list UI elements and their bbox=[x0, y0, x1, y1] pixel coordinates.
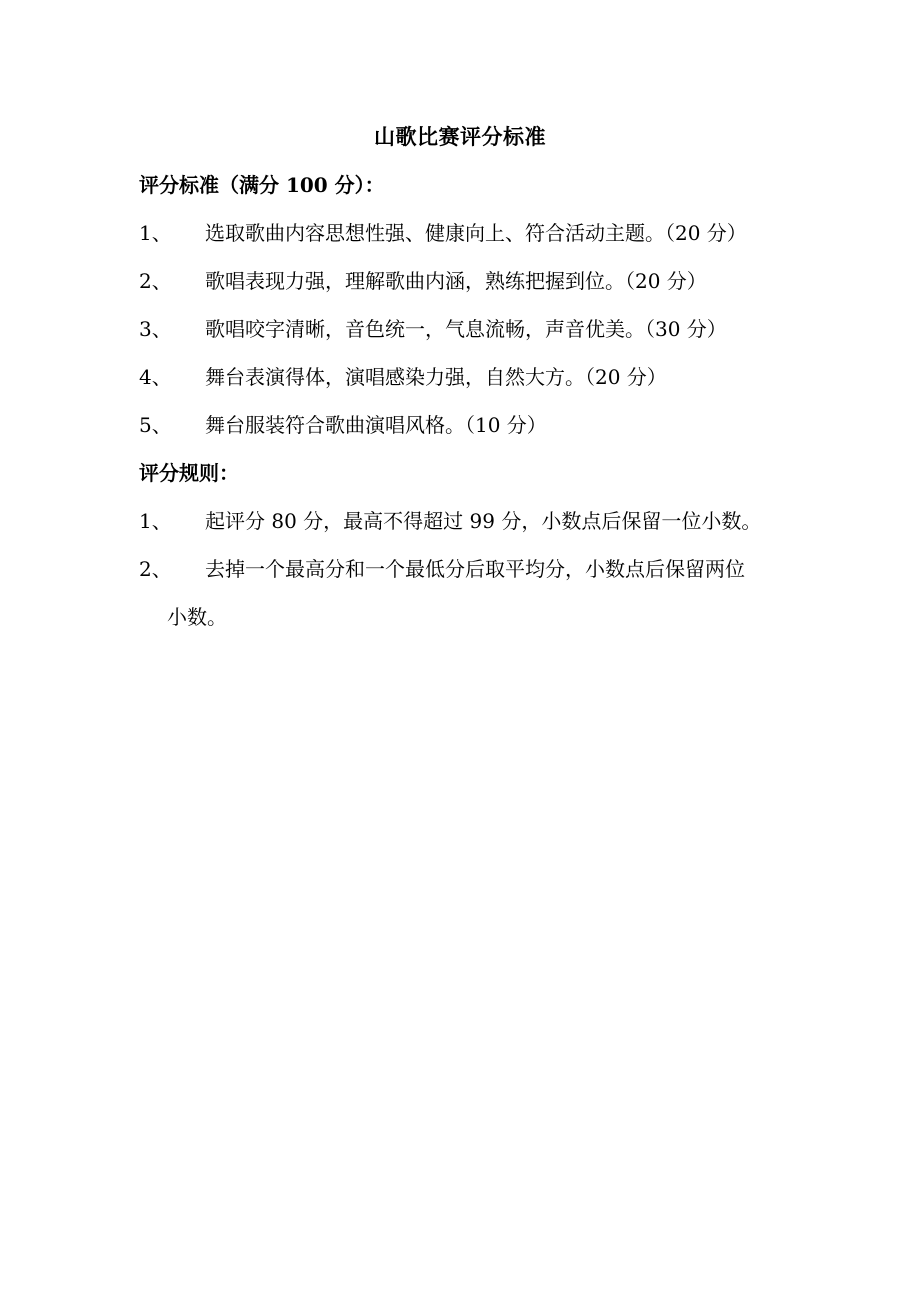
rules-item-text: 去掉一个最高分和一个最低分后取平均分，小数点后保留两位 bbox=[205, 557, 745, 581]
rules-item-continuation: 小数。 bbox=[167, 605, 227, 629]
document-title: 山歌比赛评分标准 bbox=[374, 124, 546, 149]
criteria-item-text: 舞台服装符合歌曲演唱风格。（10 分） bbox=[205, 413, 547, 437]
criteria-item bbox=[139, 217, 799, 249]
criteria-item-number: 2、 bbox=[139, 269, 172, 293]
criteria-item-number: 1、 bbox=[139, 221, 172, 245]
rules-item bbox=[139, 553, 799, 585]
criteria-item-text: 歌唱咬字清晰，音色统一，气息流畅，声音优美。（30 分） bbox=[205, 317, 727, 341]
rules-item-number: 1、 bbox=[139, 509, 172, 533]
criteria-item bbox=[139, 409, 799, 441]
criteria-item bbox=[139, 313, 799, 345]
criteria-item bbox=[139, 265, 799, 297]
rules-item-text: 起评分 80 分，最高不得超过 99 分，小数点后保留一位小数。 bbox=[205, 509, 762, 533]
criteria-item-number: 4、 bbox=[139, 365, 172, 389]
criteria-heading: 评分标准（满分 100 分）： bbox=[139, 173, 385, 197]
criteria-item-number: 5、 bbox=[139, 413, 172, 437]
criteria-item bbox=[139, 361, 799, 393]
rules-item bbox=[139, 505, 799, 537]
criteria-item-text: 歌唱表现力强，理解歌曲内涵，熟练把握到位。（20 分） bbox=[205, 269, 707, 293]
criteria-item-number: 3、 bbox=[139, 317, 172, 341]
rules-item-number: 2、 bbox=[139, 557, 172, 581]
rules-heading: 评分规则： bbox=[139, 461, 239, 485]
criteria-item-text: 舞台表演得体，演唱感染力强，自然大方。（20 分） bbox=[205, 365, 667, 389]
criteria-item-text: 选取歌曲内容思想性强、健康向上、符合活动主题。（20 分） bbox=[205, 221, 747, 245]
